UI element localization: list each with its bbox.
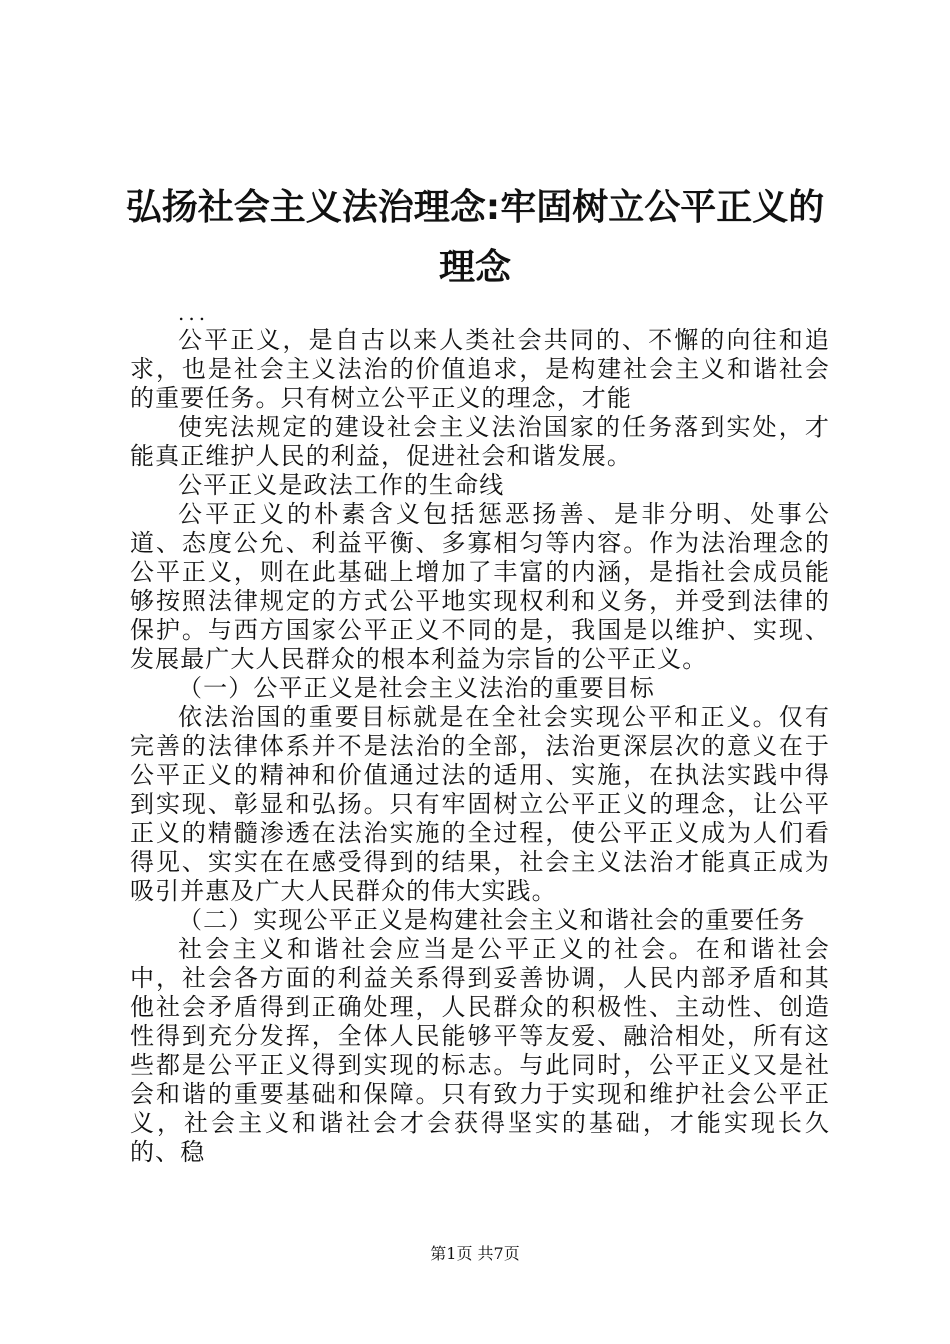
paragraph-rule-of-law: 依法治国的重要目标就是在全社会实现公平和正义。仅有完善的法律体系并不是法治的全部，法治更深层次的意义在于公平正义的精神和价值通过法的适用、实施，在执法实践中得到实现、彰显和弘扬。只有牢固树立公平正义的理念，让公平正义的精髓渗透在法治实施的全过程，使公平正义成为人们看得见、实实在在感受得到的结果，社会主义法治才能真正成为吸引并惠及广大人民群众的伟大实践。 (130, 703, 830, 905)
subsection-heading-2: （二）实现公平正义是构建社会主义和谐社会的重要任务 (178, 906, 806, 934)
document-title-line-2: 理念 (438, 247, 511, 288)
paragraph-intro: 公平正义，是自古以来人类社会共同的、不懈的向往和追求，也是社会主义法治的价值追求，是构建社会主义和谐社会的重要任务。只有树立公平正义的理念，才能 (130, 326, 830, 412)
paragraph-intro-continued: 使宪法规定的建设社会主义法治国家的任务落到实处，才能真正维护人民的利益，促进社会和谐发展。 (130, 413, 830, 470)
paragraph-harmonious-society: 社会主义和谐社会应当是公平正义的社会。在和谐社会中，社会各方面的利益关系得到妥善协调，人民内部矛盾和其他社会矛盾得到正确处理，人民群众的积极性、主动性、创造性得到充分发挥，全体人民能够平等友爱、融洽相处，所有这些都是公平正义得到实现的标志。与此同时，公平正义又是社会和谐的重要基础和保障。只有致力于实现和维护社会公平正义，社会主义和谐社会才会获得坚实的基础，才能实现长久的、稳 (130, 935, 830, 1166)
page-footer: 第1页 共7页 (430, 1244, 520, 1263)
section-heading: 公平正义是政法工作的生命线 (178, 471, 505, 499)
document-title-line-1: 弘扬社会主义法治理念:牢固树立公平正义的 (125, 187, 825, 228)
document-body (130, 326, 830, 1167)
paragraph-meaning: 公平正义的朴素含义包括惩恶扬善、是非分明、处事公道、态度公允、利益平衡、多寡相匀等内容。作为法治理念的公平正义，则在此基础上增加了丰富的内涵，是指社会成员能够按照法律规定的方式公平地实现权利和义务，并受到法律的保护。与西方国家公平正义不同的是，我国是以维护、实现、发展最广大人民群众的根本利益为宗旨的公平正义。 (130, 500, 830, 673)
ellipsis-marker: ... (178, 301, 210, 325)
subsection-heading-1: （一）公平正义是社会主义法治的重要目标 (178, 674, 655, 702)
